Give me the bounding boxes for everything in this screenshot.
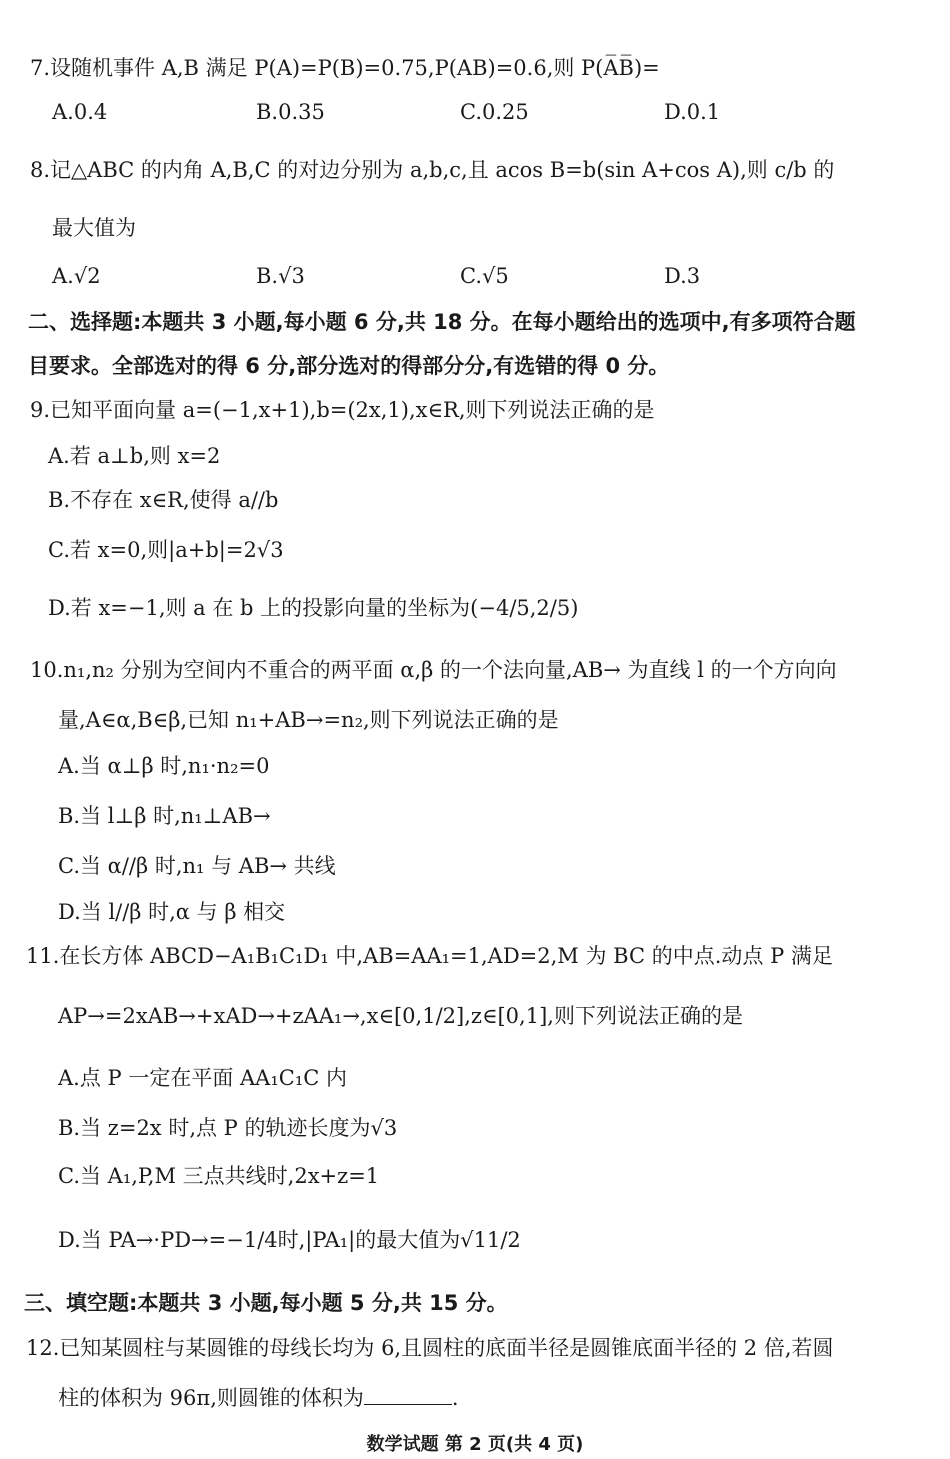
- q10-stem-cont: 量,A∈α,B∈β,已知 n₁+AB→=n₂,则下列说法正确的是: [58, 708, 559, 732]
- q10-option-c: C.当 α//β 时,n₁ 与 AB→ 共线: [58, 854, 336, 878]
- q8-option-c: C.√5: [460, 264, 509, 288]
- section3-header: 三、填空题:本题共 3 小题,每小题 5 分,共 15 分。: [24, 1291, 508, 1315]
- q9-option-b: B.不存在 x∈R,使得 a//b: [48, 488, 279, 512]
- q7-option-a: A.0.4: [52, 100, 108, 124]
- q11-option-b: B.当 z=2x 时,点 P 的轨迹长度为√3: [58, 1116, 398, 1140]
- q10-option-b: B.当 l⊥β 时,n₁⊥AB→: [58, 804, 271, 828]
- q11-stem: 11.在长方体 ABCD−A₁B₁C₁D₁ 中,AB=AA₁=1,AD=2,M 为 BC 的中点.动点 P 满足: [26, 944, 833, 968]
- q11-stem-cont: AP→=2xAB→+xAD→+zAA₁→,x∈[0,1/2],z∈[0,1],则下列说法正确的是: [58, 1004, 743, 1028]
- q8-stem: 8.记△ABC 的内角 A,B,C 的对边分别为 a,b,c,且 acos B=b(sin A+cos A),则 c/b 的: [30, 158, 835, 182]
- q10-stem: 10.n₁,n₂ 分别为空间内不重合的两平面 α,β 的一个法向量,AB→ 为直线 l 的一个方向向: [30, 658, 837, 682]
- q8-option-a: A.√2: [52, 264, 101, 288]
- q10-option-d: D.当 l//β 时,α 与 β 相交: [58, 900, 286, 924]
- section2-header-line2: 目要求。全部选对的得 6 分,部分选对的得部分分,有选错的得 0 分。: [28, 354, 670, 378]
- q8-option-b: B.√3: [256, 264, 305, 288]
- q10-option-a: A.当 α⊥β 时,n₁·n₂=0: [58, 754, 270, 778]
- q7-option-d: D.0.1: [664, 100, 721, 124]
- q7-stem: 7.设随机事件 A,B 满足 P(A)=P(B)=0.75,P(AB)=0.6,则 P(A̅B̅)=: [30, 56, 660, 80]
- q11-option-a: A.点 P 一定在平面 AA₁C₁C 内: [58, 1066, 347, 1090]
- q11-option-c: C.当 A₁,P,M 三点共线时,2x+z=1: [58, 1164, 380, 1188]
- q8-stem-cont: 最大值为: [52, 216, 136, 240]
- q9-option-a: A.若 a⊥b,则 x=2: [48, 444, 221, 468]
- q9-option-c: C.若 x=0,则|a+b|=2√3: [48, 538, 284, 562]
- q11-option-d: D.当 PA→·PD→=−1/4时,|PA₁|的最大值为√11/2: [58, 1228, 521, 1252]
- q12-stem: 12.已知某圆柱与某圆锥的母线长均为 6,且圆柱的底面半径是圆锥底面半径的 2 倍,若圆: [26, 1336, 834, 1360]
- q7-option-c: C.0.25: [460, 100, 529, 124]
- section2-header-line1: 二、选择题:本题共 3 小题,每小题 6 分,共 18 分。在每小题给出的选项中,有多项符合题: [28, 310, 856, 334]
- q12-stem-cont-text: 柱的体积为 96π,则圆锥的体积为: [58, 1386, 364, 1410]
- q9-stem: 9.已知平面向量 a=(−1,x+1),b=(2x,1),x∈R,则下列说法正确的是: [30, 398, 655, 422]
- answer-blank[interactable]: [364, 1386, 452, 1405]
- page-footer: 数学试题 第 2 页(共 4 页): [366, 1434, 584, 1455]
- q12-stem-end: .: [451, 1386, 459, 1410]
- q7-option-b: B.0.35: [256, 100, 325, 124]
- q9-option-d: D.若 x=−1,则 a 在 b 上的投影向量的坐标为(−4/5,2/5): [48, 596, 579, 620]
- q8-option-d: D.3: [664, 264, 701, 288]
- q12-stem-cont: [58, 1386, 459, 1409]
